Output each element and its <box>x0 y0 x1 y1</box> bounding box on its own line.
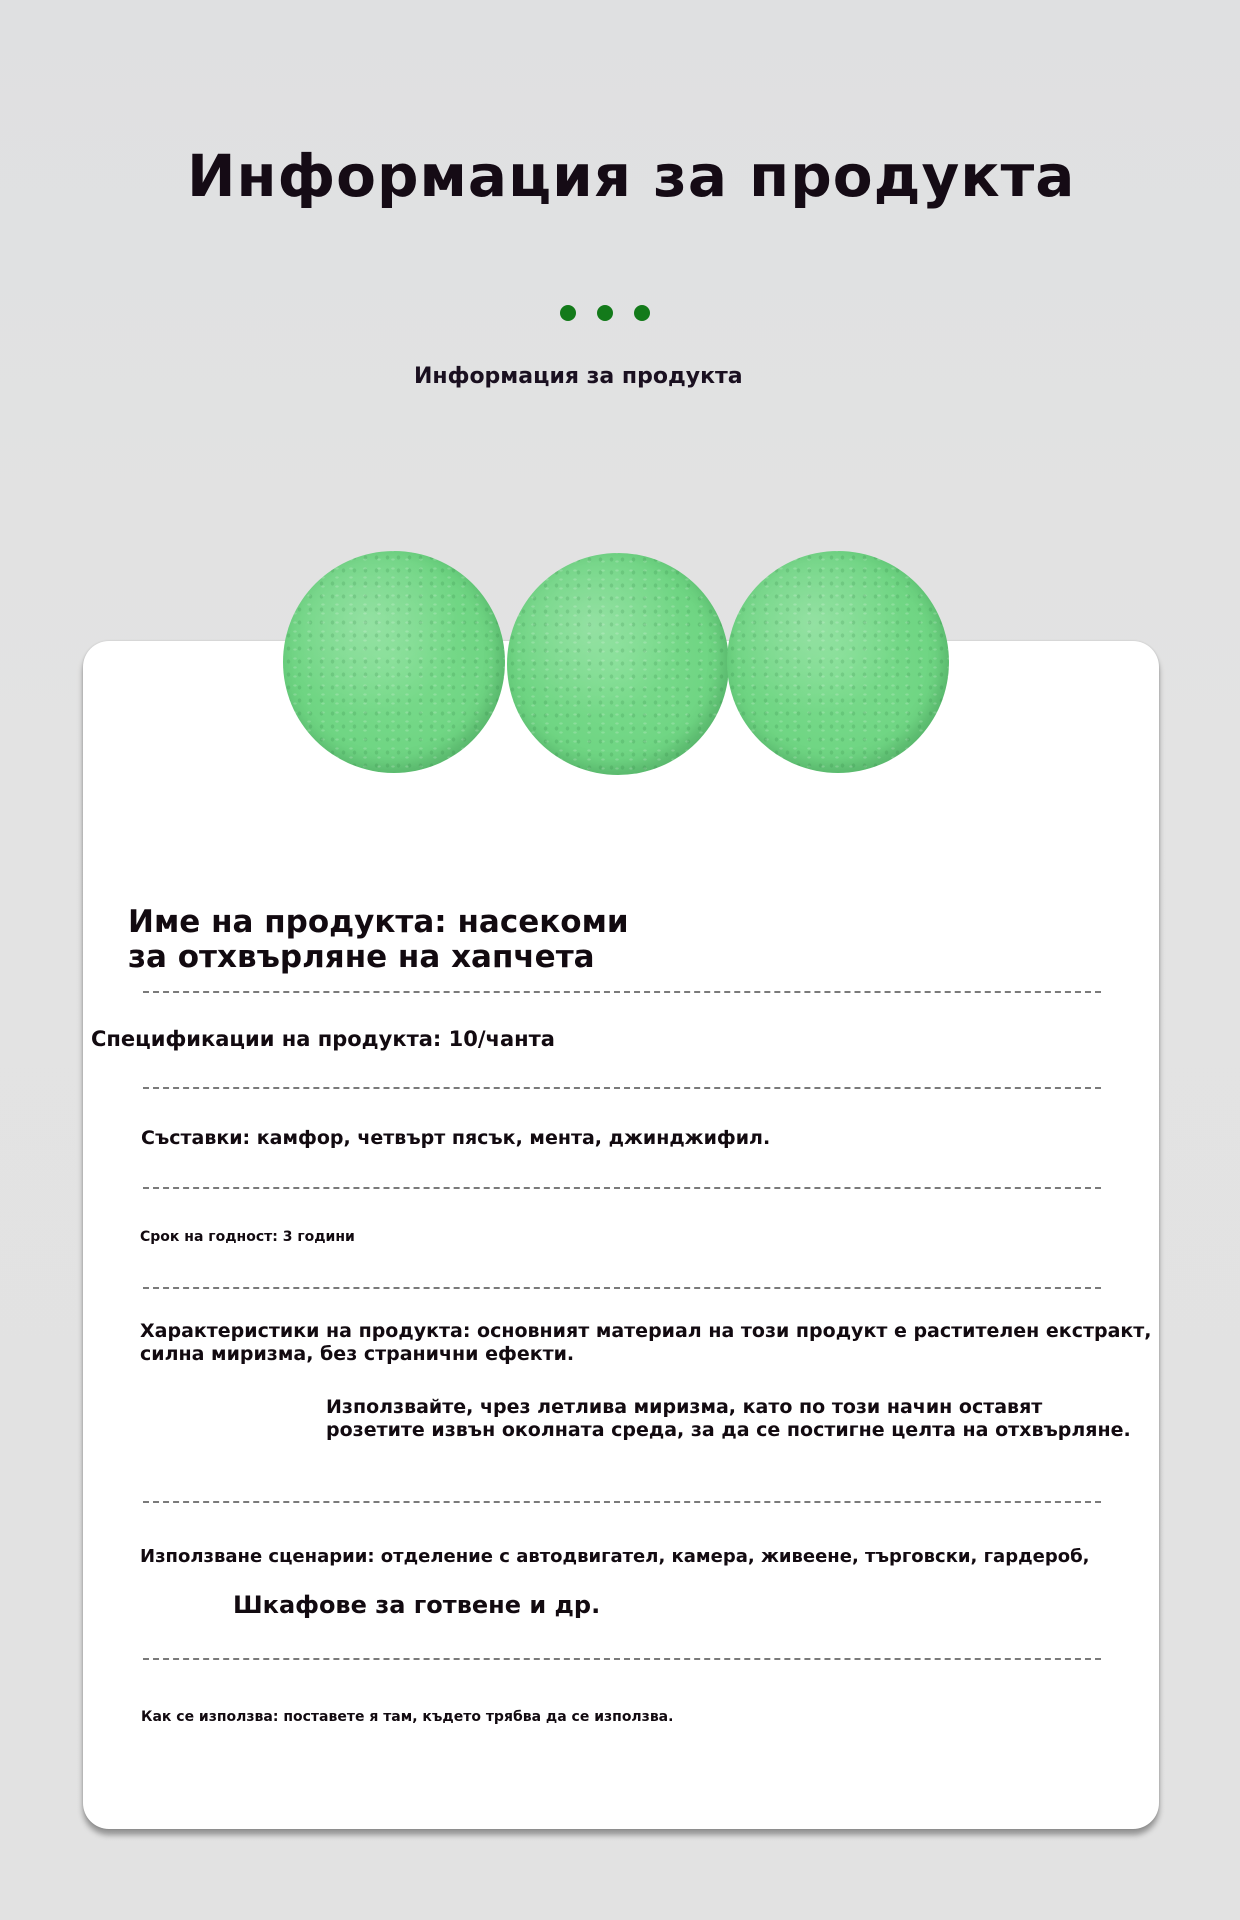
decorative-dots <box>560 305 650 321</box>
green-pill-image <box>727 551 949 773</box>
shelf-life: Срок на годност: 3 години <box>140 1229 355 1245</box>
dot-icon <box>634 305 650 321</box>
green-pill-image <box>283 551 505 773</box>
product-features-usage <box>326 1396 1131 1442</box>
product-features <box>140 1320 1152 1366</box>
page-subtitle: Информация за продукта <box>414 364 743 389</box>
features-line: Използвайте, чрез летлива миризма, като по този начин оставят <box>326 1396 1043 1418</box>
dot-icon <box>597 305 613 321</box>
features-line: Характеристики на продукта: основният материал на този продукт е растителен екстракт, <box>140 1320 1152 1342</box>
dashed-divider <box>143 1287 1101 1289</box>
usage-scenarios: Използване сценарии: отделение с автодвигател, камера, живеене, търговски, гардероб, <box>140 1546 1090 1567</box>
product-name <box>128 905 648 975</box>
dashed-divider <box>143 1658 1101 1660</box>
product-specifications: Спецификации на продукта: 10/чанта <box>91 1027 555 1051</box>
dot-icon <box>560 305 576 321</box>
how-to-use: Как се използва: поставете я там, където трябва да се използва. <box>141 1709 674 1725</box>
product-name-line1: Име на продукта: насекоми <box>128 904 629 940</box>
features-line: силна миризма, без странични ефекти. <box>140 1343 575 1365</box>
features-line: розетите извън околната среда, за да се постигне целта на отхвърляне. <box>326 1419 1131 1441</box>
dashed-divider <box>143 1087 1101 1089</box>
product-ingredients: Съставки: камфор, четвърт пясък, мента, джинджифил. <box>141 1127 771 1149</box>
dashed-divider <box>143 1501 1101 1503</box>
product-image <box>283 551 953 781</box>
page-title: Информация за продукта <box>187 142 1076 210</box>
dashed-divider <box>143 1187 1101 1189</box>
usage-scenarios-continued: Шкафове за готвене и др. <box>233 1591 601 1619</box>
dashed-divider <box>143 991 1101 993</box>
product-name-line2: за отхвърляне на хапчета <box>128 939 595 975</box>
green-pill-image <box>507 553 729 775</box>
